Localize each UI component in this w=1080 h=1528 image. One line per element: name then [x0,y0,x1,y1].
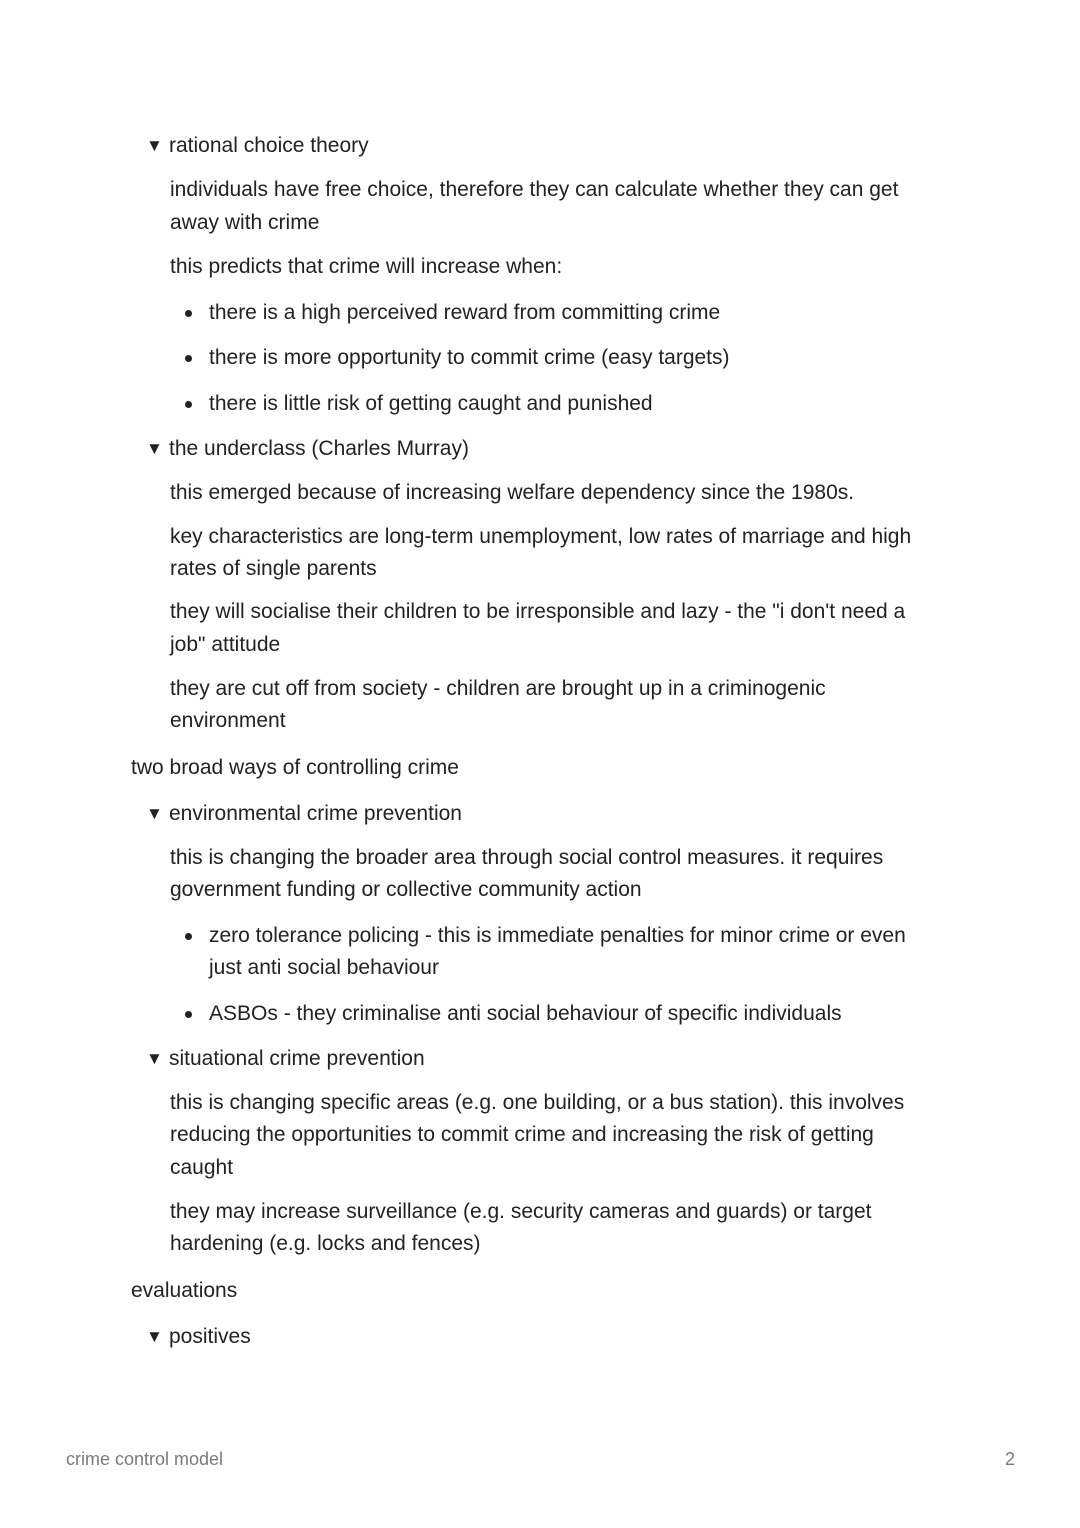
paragraph-line: this predicts that crime will increase when: [170,255,563,278]
bullet-icon [185,1011,192,1018]
toggle-label: the underclass (Charles Murray) [169,437,469,460]
paragraph-line: caught [170,1156,234,1179]
toggle-triangle-icon[interactable]: ▼ [146,1327,163,1346]
paragraph-line: hardening (e.g. locks and fences) [170,1232,481,1255]
paragraph-line: environment [170,709,286,732]
list-item: there is little risk of getting caught and punished [209,392,653,415]
footer-title: crime control model [66,1449,224,1469]
section-heading: evaluations [131,1279,238,1302]
paragraph-line: they will socialise their children to be irresponsible and lazy - the "i don't need a [170,600,906,623]
page-number: 2 [1004,1449,1015,1469]
list-item: ASBOs - they criminalise anti social behaviour of specific individuals [209,1002,842,1025]
paragraph-line: rates of single parents [170,557,377,580]
paragraph-line: job" attitude [170,633,281,656]
list-item: there is more opportunity to commit crime (easy targets) [209,346,730,369]
toggle-label: rational choice theory [169,134,369,157]
paragraph-line: individuals have free choice, therefore they can calculate whether they can get [170,178,899,201]
paragraph-line: away with crime [170,211,320,234]
paragraph-line: this is changing specific areas (e.g. one building, or a bus station). this involves [170,1091,905,1114]
toggle-triangle-icon[interactable]: ▼ [146,804,163,823]
bullet-icon [185,933,192,940]
toggle-triangle-icon[interactable]: ▼ [146,1049,163,1068]
paragraph-line: they are cut off from society - children are brought up in a criminogenic [170,677,826,700]
list-item: zero tolerance policing - this is immediate penalties for minor crime or even [209,924,906,947]
section-heading: two broad ways of controlling crime [131,756,459,779]
paragraph-line: this is changing the broader area through social control measures. it requires [170,846,884,869]
bullet-icon [185,401,192,408]
paragraph-line: they may increase surveillance (e.g. security cameras and guards) or target [170,1200,872,1223]
toggle-label: situational crime prevention [169,1047,425,1070]
bullet-icon [185,355,192,362]
paragraph-line: key characteristics are long-term unemployment, low rates of marriage and high [170,525,912,548]
list-item-continuation: just anti social behaviour [209,956,439,979]
paragraph-line: this emerged because of increasing welfare dependency since the 1980s. [170,481,855,504]
paragraph-line: government funding or collective community action [170,878,642,901]
paragraph-line: reducing the opportunities to commit crime and increasing the risk of getting [170,1123,874,1146]
toggle-triangle-icon[interactable]: ▼ [146,439,163,458]
list-item: there is a high perceived reward from committing crime [209,301,721,324]
toggle-triangle-icon[interactable]: ▼ [146,136,163,155]
bullet-icon [185,310,192,317]
toggle-label: positives [169,1325,251,1348]
toggle-label: environmental crime prevention [169,802,462,825]
